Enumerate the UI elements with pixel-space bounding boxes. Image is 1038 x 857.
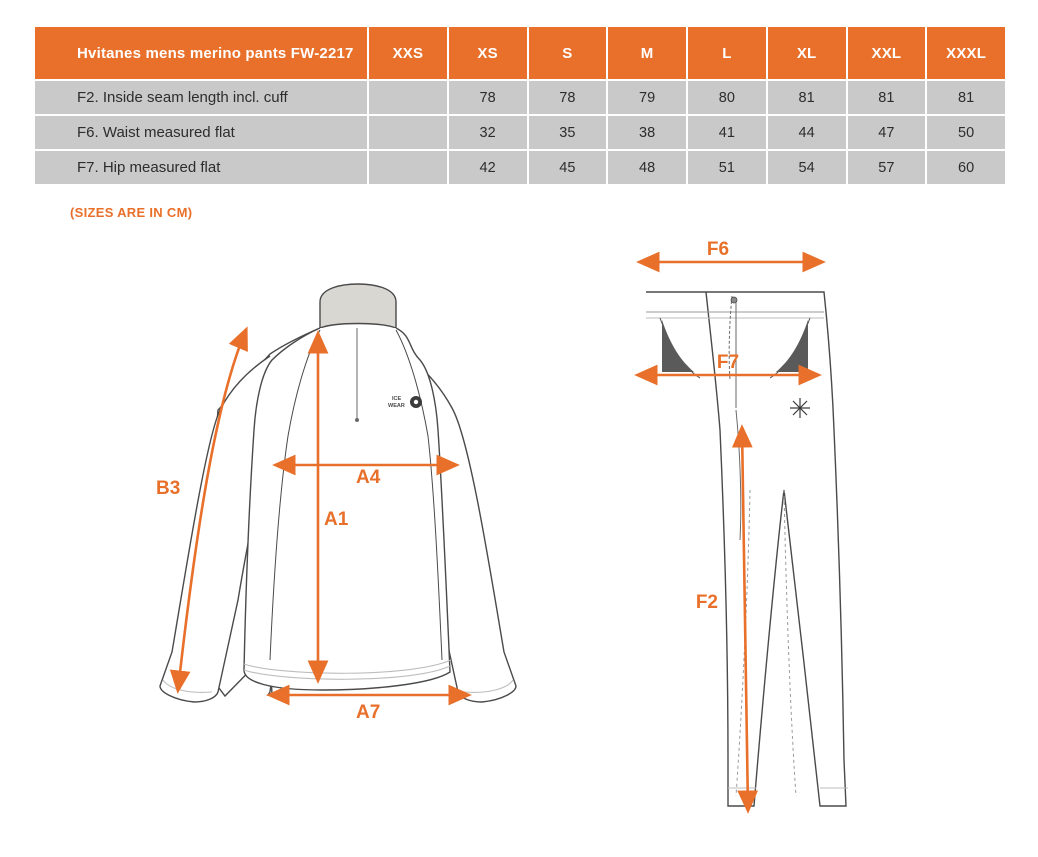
measurement-value: 80 <box>687 80 767 115</box>
measurement-value: 81 <box>847 80 927 115</box>
size-header-m: M <box>607 26 687 80</box>
dimension-label-a1: A1 <box>324 509 349 530</box>
dimension-label-a4: A4 <box>356 467 381 488</box>
size-table-container <box>33 25 1005 186</box>
measurement-value: 60 <box>926 150 1006 185</box>
dimension-label-a7: A7 <box>356 702 381 723</box>
measurement-value: 81 <box>767 80 847 115</box>
top-illustration <box>120 240 520 740</box>
measurement-label: F6. Waist measured flat <box>34 115 368 150</box>
size-header-xs: XS <box>448 26 528 80</box>
measurement-value: 44 <box>767 115 847 150</box>
dimension-f6 <box>640 240 822 262</box>
dimension-label-b3: B3 <box>156 478 181 499</box>
size-header-l: L <box>687 26 767 80</box>
top-garment-drawing <box>160 284 520 702</box>
svg-text:WEAR: WEAR <box>388 403 405 409</box>
garment-illustrations <box>0 240 1038 850</box>
table-row <box>34 150 1006 185</box>
measurement-value: 79 <box>607 80 687 115</box>
measurement-value <box>368 150 448 185</box>
measurement-value: 57 <box>847 150 927 185</box>
size-header-s: S <box>528 26 608 80</box>
dimension-label-f6: F6 <box>706 240 730 260</box>
measurement-value: 38 <box>607 115 687 150</box>
units-note: (SIZES ARE IN CM) <box>70 205 193 220</box>
measurement-value: 51 <box>687 150 767 185</box>
snowflake-logo <box>790 398 810 418</box>
table-row <box>34 80 1006 115</box>
measurement-value: 78 <box>528 80 608 115</box>
size-table <box>33 25 1007 186</box>
product-name-header: Hvitanes mens merino pants FW-2217 <box>34 26 368 80</box>
measurement-value: 42 <box>448 150 528 185</box>
measurement-value: 35 <box>528 115 608 150</box>
pants-illustration <box>600 240 940 840</box>
measurement-value: 50 <box>926 115 1006 150</box>
measurement-value: 78 <box>448 80 528 115</box>
size-header-xxs: XXS <box>368 26 448 80</box>
dimension-label-f7: F7 <box>716 352 740 373</box>
size-header-xxl: XXL <box>847 26 927 80</box>
table-row <box>34 115 1006 150</box>
measurement-value <box>368 80 448 115</box>
measurement-value: 41 <box>687 115 767 150</box>
measurement-value: 81 <box>926 80 1006 115</box>
measurement-label: F7. Hip measured flat <box>34 150 368 185</box>
measurement-value: 45 <box>528 150 608 185</box>
dimension-label-f2: F2 <box>695 592 718 613</box>
dimension-a7 <box>270 695 468 723</box>
measurement-label: F2. Inside seam length incl. cuff <box>34 80 368 115</box>
measurement-value: 54 <box>767 150 847 185</box>
svg-text:ICE: ICE <box>392 396 402 402</box>
measurement-value: 48 <box>607 150 687 185</box>
size-header-xxxl: XXXL <box>926 26 1006 80</box>
measurement-value: 47 <box>847 115 927 150</box>
measurement-value: 32 <box>448 115 528 150</box>
size-header-xl: XL <box>767 26 847 80</box>
measurement-value <box>368 115 448 150</box>
table-header-row <box>34 26 1006 80</box>
